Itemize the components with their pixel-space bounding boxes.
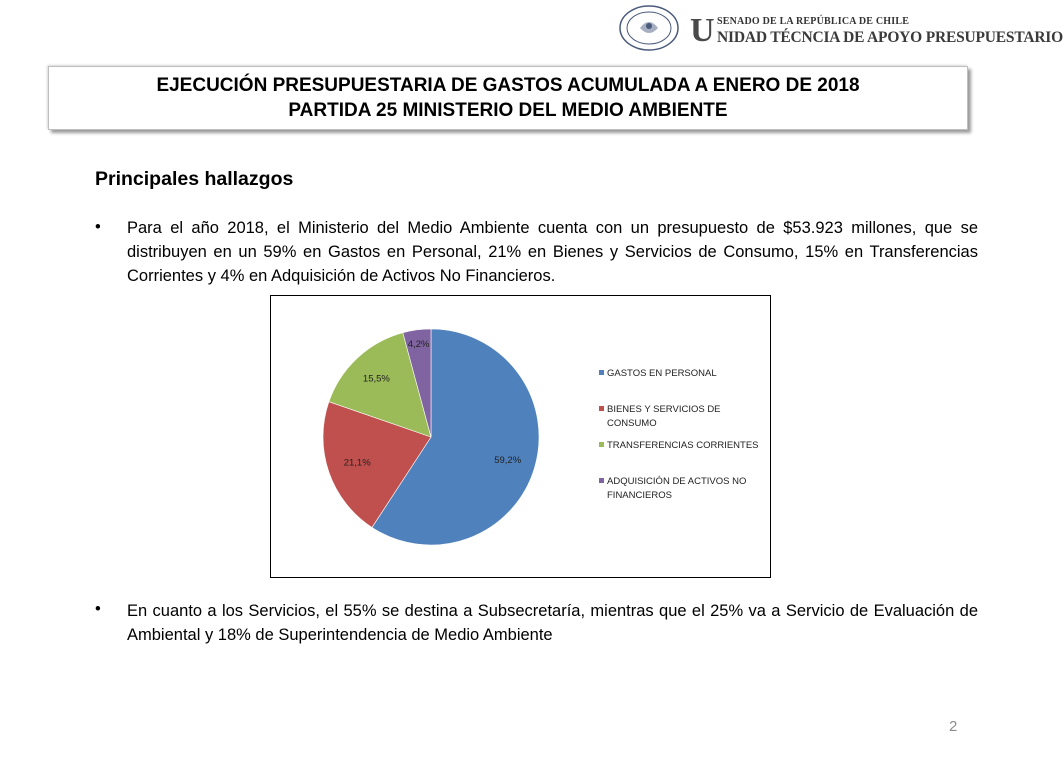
logo-initial: U [690, 12, 715, 49]
legend-label-2-line-2: CONSUMO [607, 418, 657, 429]
legend-swatch-3 [599, 442, 604, 447]
logo-line-unidad: NIDAD TÉCNCIA DE APOYO PRESUPUESTARIO [717, 29, 1063, 46]
legend-swatch-1 [599, 370, 604, 375]
legend-swatch-4 [599, 478, 604, 483]
bullet-marker-1: • [95, 218, 101, 236]
pie-data-label-2: 21,1% [343, 457, 371, 469]
legend-label-4-line-2: FINANCIEROS [607, 490, 672, 501]
pie-data-label-1: 59,2% [494, 454, 522, 466]
page-number: 2 [949, 718, 958, 735]
bullet-text-2: En cuanto a los Servicios, el 55% se destina a Subsecretaría, mientras que el 25% va a Servicio de Evaluación de Ambiental y 18% de Superintendencia de Medio Ambiente [127, 602, 978, 644]
slide-title-line-1: EJECUCIÓN PRESUPUESTARIA DE GASTOS ACUMULADA A ENERO DE 2018 [156, 75, 860, 96]
logo-line-senado: SENADO DE LA REPÚBLICA DE CHILE [717, 16, 910, 27]
pie-data-label-3: 15,5% [362, 373, 390, 385]
pie-chart [271, 296, 772, 579]
legend-label-2: BIENES Y SERVICIOS DE [607, 404, 721, 415]
legend-label-4: ADQUISICIÓN DE ACTIVOS NO [607, 476, 747, 487]
slide-title-box [48, 66, 968, 130]
legend-label-3: TRANSFERENCIAS CORRIENTES [607, 440, 759, 451]
pie-chart-frame [270, 295, 771, 578]
pie-data-label-4: 4,2% [407, 338, 430, 350]
bullet-marker-2: • [95, 600, 101, 618]
legend-label-1: GASTOS EN PERSONAL [607, 368, 717, 379]
bullet-text-1: Para el año 2018, el Ministerio del Medio Ambiente cuenta con un presupuesto de $53.923 millones, que se distribuyen en un 59% en Gastos en Personal, 21% en Bienes y Servicios de Consumo, 15% en Transferencias Corrientes y 4% en Adquisición de Activos No Financieros. [127, 219, 978, 285]
section-heading: Principales hallazgos [95, 168, 294, 190]
senado-seal-logo [618, 4, 680, 52]
utap-logo [690, 12, 1063, 49]
slide-title-line-2: PARTIDA 25 MINISTERIO DEL MEDIO AMBIENTE [288, 100, 728, 121]
legend-swatch-2 [599, 406, 604, 411]
